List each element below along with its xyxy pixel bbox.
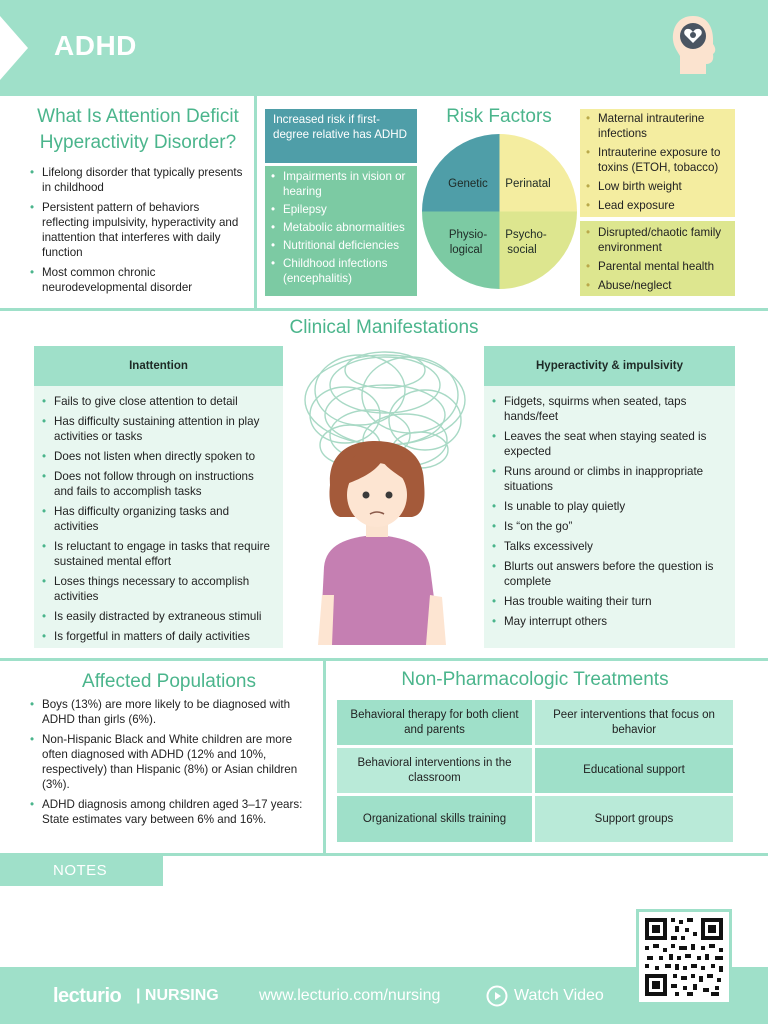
physiological-box bbox=[265, 166, 417, 296]
brand-logo: lecturio bbox=[53, 985, 122, 1007]
pie-label-perinatal: Perinatal bbox=[505, 178, 551, 190]
qr-code[interactable] bbox=[636, 909, 732, 1005]
pie-label-physio-1: Physio- bbox=[448, 229, 488, 241]
list-item: • Leaves the seat when staying seated is expected bbox=[492, 429, 727, 459]
list-item: • Is unable to play quietly bbox=[492, 499, 727, 514]
notes-label: NOTES bbox=[0, 856, 163, 886]
risk-factors-pie bbox=[422, 134, 577, 289]
divider bbox=[323, 660, 326, 853]
list-item: • May interrupt others bbox=[492, 614, 727, 629]
list-item: • Talks excessively bbox=[492, 539, 727, 554]
list-item: • Blurts out answers before the question is complete bbox=[492, 559, 727, 589]
risk-factors-title: Risk Factors bbox=[446, 106, 552, 127]
list-item: • Impairments in vision or hearing bbox=[271, 169, 411, 199]
list-item: • Is forgetful in matters of daily activities bbox=[42, 629, 275, 644]
physiological-list bbox=[271, 169, 411, 286]
divider bbox=[0, 308, 768, 311]
inattention-list bbox=[42, 394, 275, 644]
list-item: • Runs around or climbs in inappropriate situations bbox=[492, 464, 727, 494]
pie-label-psycho-2: social bbox=[507, 244, 537, 256]
affected-title: Affected Populations bbox=[82, 671, 256, 692]
play-icon bbox=[486, 985, 508, 1007]
footer-url-link[interactable]: www.lecturio.com/nursing bbox=[259, 987, 441, 1004]
list-item: • Lead exposure bbox=[586, 198, 729, 213]
treatment-cell: Educational support bbox=[535, 748, 733, 793]
list-item: • Intrauterine exposure to toxins (ETOH, tobacco) bbox=[586, 145, 729, 175]
treatment-cell: Behavioral interventions in the classroom bbox=[337, 748, 532, 793]
inattention-heading: Inattention bbox=[34, 346, 283, 386]
head-gear-icon bbox=[666, 14, 720, 80]
list-item: • Is reluctant to engage in tasks that require sustained mental effort bbox=[42, 539, 275, 569]
list-item: • Disrupted/chaotic family environment bbox=[586, 225, 729, 255]
list-item: • Childhood infections (encephalitis) bbox=[271, 256, 411, 286]
what-is-title-line1: What Is Attention Deficit bbox=[37, 106, 239, 127]
list-item: • Is “on the go” bbox=[492, 519, 727, 534]
list-item: • Has difficulty organizing tasks and activities bbox=[42, 504, 275, 534]
header-chevron bbox=[0, 16, 28, 80]
hyperactivity-list bbox=[492, 394, 727, 629]
footer-section: | NURSING bbox=[136, 987, 219, 1004]
pie-label-psycho-1: Psycho- bbox=[505, 229, 547, 241]
list-item: • Nutritional deficiencies bbox=[271, 238, 411, 253]
list-item: • Maternal intrauterine infections bbox=[586, 111, 729, 141]
list-item: • Does not follow through on instructions and fails to accomplish tasks bbox=[42, 469, 275, 499]
list-item: • Has difficulty sustaining attention in play activities or tasks bbox=[42, 414, 275, 444]
list-item: • Low birth weight bbox=[586, 179, 729, 194]
treatment-cell: Support groups bbox=[535, 796, 733, 842]
divider bbox=[0, 658, 768, 661]
list-item: • Non-Hispanic Black and White children are more often diagnosed with ADHD (12% and 10%, respectively) than Hispanic (8%) or Asian children (3%). bbox=[30, 732, 314, 792]
what-is-title bbox=[24, 104, 252, 156]
affected-list bbox=[30, 697, 314, 832]
list-item: • Loses things necessary to accomplish activities bbox=[42, 574, 275, 604]
clinical-title: Clinical Manifestations bbox=[289, 317, 479, 338]
list-item: • Epilepsy bbox=[271, 202, 411, 217]
list-item: • Persistent pattern of behaviors reflecting impulsivity, hyperactivity and inattention that interferes with daily function bbox=[30, 200, 248, 260]
pie-label-physio-2: logical bbox=[449, 244, 483, 256]
treatment-cell: Peer interventions that focus on behavior bbox=[535, 700, 733, 745]
list-item: • ADHD diagnosis among children aged 3–17 years: State estimates vary between 6% and 16%. bbox=[30, 797, 314, 827]
treatments-title: Non-Pharmacologic Treatments bbox=[401, 669, 669, 690]
perinatal-list bbox=[586, 111, 729, 213]
watch-video-button[interactable] bbox=[486, 985, 604, 1007]
list-item: • Abuse/neglect bbox=[586, 278, 729, 293]
list-item: • Metabolic abnormalities bbox=[271, 220, 411, 235]
pie-slice-genetic bbox=[422, 134, 500, 212]
list-item: • Has trouble waiting their turn bbox=[492, 594, 727, 609]
list-item: • Fails to give close attention to detail bbox=[42, 394, 275, 409]
hyperactivity-heading: Hyperactivity & impulsivity bbox=[484, 346, 735, 386]
hyperactivity-panel bbox=[484, 386, 735, 648]
list-item: • Is easily distracted by extraneous stimuli bbox=[42, 609, 275, 624]
treatment-cell: Organizational skills training bbox=[337, 796, 532, 842]
inattention-panel bbox=[34, 386, 283, 648]
qr-code-icon bbox=[639, 912, 729, 1002]
psychosocial-list bbox=[586, 225, 729, 293]
psychosocial-box bbox=[580, 221, 735, 296]
child-illustration bbox=[290, 345, 480, 645]
list-item: • Parental mental health bbox=[586, 259, 729, 274]
pie-slice-perinatal bbox=[500, 134, 578, 212]
list-item: • Fidgets, squirms when seated, taps hands/feet bbox=[492, 394, 727, 424]
genetic-box: Increased risk if first-degree relative has ADHD bbox=[265, 109, 417, 163]
list-item: • Most common chronic neurodevelopmental disorder bbox=[30, 265, 248, 295]
list-item: • Boys (13%) are more likely to be diagnosed with ADHD than girls (6%). bbox=[30, 697, 314, 727]
divider bbox=[254, 96, 257, 308]
list-item: • Lifelong disorder that typically presents in childhood bbox=[30, 165, 248, 195]
pie-label-genetic: Genetic bbox=[448, 178, 488, 190]
what-is-list bbox=[30, 165, 248, 300]
perinatal-box bbox=[580, 109, 735, 217]
watch-video-label: Watch Video bbox=[514, 987, 604, 1004]
page-title: ADHD bbox=[54, 30, 137, 61]
treatment-cell: Behavioral therapy for both client and parents bbox=[337, 700, 532, 745]
list-item: • Does not listen when directly spoken to bbox=[42, 449, 275, 464]
what-is-title-line2: Hyperactivity Disorder? bbox=[39, 132, 237, 153]
